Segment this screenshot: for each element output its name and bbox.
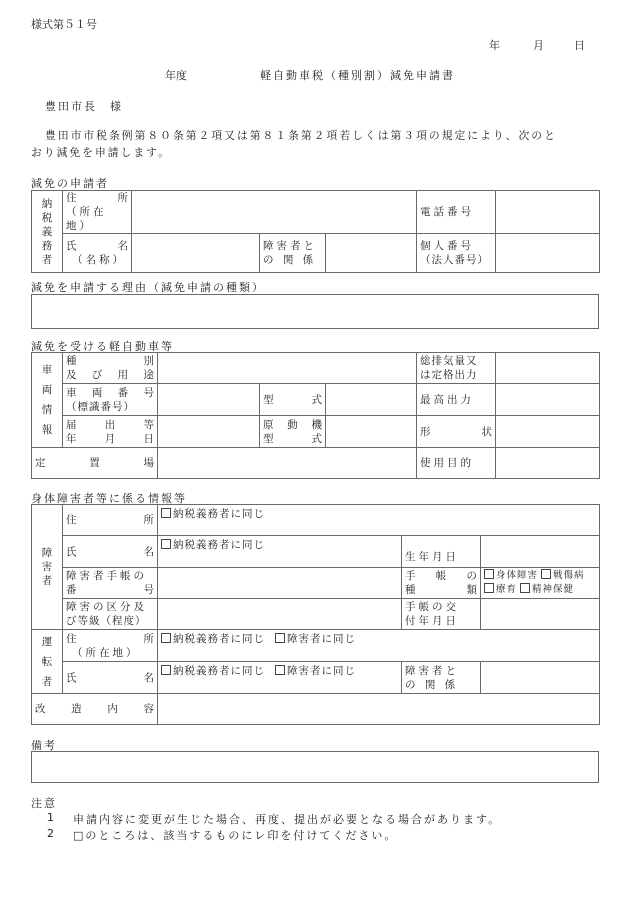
handbook-type-label: 手 帳 の 種 類: [402, 568, 481, 599]
checkbox-icon: [275, 633, 285, 643]
engine-model-field[interactable]: [326, 416, 417, 448]
vehicle-type-label: 種 別 及 び 用 途: [63, 353, 158, 384]
note-text-2: □のところは、該当するものにレ印を付けてください。: [73, 829, 398, 842]
option-mental-health[interactable]: 精神保健: [520, 584, 574, 595]
document-title: 軽自動車税（種別割）減免申請書: [260, 69, 455, 82]
driver-name-same-as-taxpayer-checkbox[interactable]: 納税義務者に同じ: [161, 665, 265, 677]
fiscal-year-label: 年度: [165, 69, 187, 82]
remarks-section-title: 備考: [31, 739, 57, 752]
date-month-label: 月: [533, 39, 544, 52]
max-output-field[interactable]: [496, 384, 600, 416]
checkbox-icon: [161, 508, 171, 518]
driver-address-same-as-taxpayer-checkbox[interactable]: 納税義務者に同じ: [161, 633, 265, 645]
handbook-issue-date-field[interactable]: [481, 599, 600, 630]
checkbox-icon: [484, 583, 494, 593]
disabled-address-label: 住 所: [63, 505, 158, 536]
name-label: 氏 名 （名称）: [63, 234, 132, 273]
purpose-label: 使用目的: [417, 448, 496, 479]
note-number-1: 1: [47, 811, 54, 824]
option-physical-disability[interactable]: 身体障害: [484, 570, 538, 581]
modification-label: 改 造 内 容: [32, 694, 158, 725]
name-field[interactable]: [132, 234, 260, 273]
checkbox-icon: [520, 583, 530, 593]
disability-grade-label: 障害の区分及 び等級（程度）: [63, 599, 158, 630]
intro-text-line2: おり減免を申請します。: [31, 146, 171, 159]
disabled-address-field[interactable]: [158, 505, 600, 536]
handbook-type-options: [481, 568, 600, 599]
disabled-person-side-label: 障 害 者: [32, 505, 63, 630]
phone-label: 電話番号: [417, 191, 496, 234]
reason-field[interactable]: [31, 294, 599, 329]
vehicle-table: [31, 352, 600, 479]
birth-date-field[interactable]: [481, 536, 600, 568]
plate-number-field[interactable]: [158, 384, 260, 416]
driver-name-field[interactable]: [158, 662, 402, 694]
applicant-table: [31, 190, 600, 273]
driver-address-label: 住 所 （所在地）: [63, 630, 158, 662]
reason-section-title: 減免を申請する理由（減免申請の種類）: [31, 281, 265, 294]
registration-date-label: 届 出 等 年 月 日: [63, 416, 158, 448]
storage-location-field[interactable]: [158, 448, 417, 479]
driver-name-same-as-disabled-checkbox[interactable]: 障害者に同じ: [275, 665, 356, 677]
driver-relation-label: 障害者と の 関 係: [402, 662, 481, 694]
driver-address-field[interactable]: [158, 630, 600, 662]
displacement-label: 総排気量又 は定格出力: [417, 353, 496, 384]
storage-location-label: 定 置 場: [32, 448, 158, 479]
checkbox-icon: [484, 569, 494, 579]
form-number: 様式第５１号: [31, 18, 97, 31]
disabled-name-label: 氏 名: [63, 536, 158, 568]
vehicle-type-field[interactable]: [158, 353, 417, 384]
applicant-section-title: 減免の申請者: [31, 177, 109, 190]
disability-table: [31, 504, 600, 725]
addressee: 豊田市長 様: [45, 100, 123, 113]
handbook-number-label: 障害者手帳の 番 号: [63, 568, 158, 599]
option-rehabilitation[interactable]: 療育: [484, 584, 517, 595]
handbook-number-field[interactable]: [158, 568, 402, 599]
option-war-injury[interactable]: 戦傷病: [541, 570, 585, 581]
relation-label: 障害者と の 関 係: [260, 234, 326, 273]
intro-text-line1: 豊田市市税条例第８０条第２項又は第８１条第２項若しくは第３項の規定により、次のと: [45, 129, 557, 142]
registration-date-field[interactable]: [158, 416, 260, 448]
shape-field[interactable]: [496, 416, 600, 448]
remarks-field[interactable]: [31, 751, 599, 783]
driver-name-label: 氏 名: [63, 662, 158, 694]
taxpayer-side-label: 納 税 義 務 者: [32, 191, 63, 273]
plate-number-label: 車 両 番 号 （標識番号）: [63, 384, 158, 416]
same-as-taxpayer-checkbox[interactable]: 納税義務者に同じ: [161, 508, 265, 520]
vehicle-section-title: 減免を受ける軽自動車等: [31, 340, 174, 353]
date-year-label: 年: [489, 39, 500, 52]
driver-address-same-as-disabled-checkbox[interactable]: 障害者に同じ: [275, 633, 356, 645]
checkbox-icon: [161, 539, 171, 549]
phone-field[interactable]: [496, 191, 600, 234]
address-label: 住 所 （所在地）: [63, 191, 132, 234]
displacement-field[interactable]: [496, 353, 600, 384]
personal-number-label: 個人番号 （法人番号）: [417, 234, 496, 273]
engine-model-label: 原 動 機 型 式: [260, 416, 326, 448]
note-number-2: 2: [47, 827, 54, 840]
notes-title: 注意: [31, 797, 57, 810]
purpose-field[interactable]: [496, 448, 600, 479]
note-text-1: 申請内容に変更が生じた場合、再度、提出が必要となる場合があります。: [73, 813, 502, 826]
birth-date-label: 生年月日: [402, 536, 481, 568]
shape-label: 形 状: [417, 416, 496, 448]
checkbox-icon: [275, 665, 285, 675]
driver-relation-field[interactable]: [481, 662, 600, 694]
same-as-taxpayer-checkbox[interactable]: 納税義務者に同じ: [161, 539, 265, 551]
model-field[interactable]: [326, 384, 417, 416]
driver-side-label: 運 転 者: [32, 630, 63, 694]
vehicle-side-label: 車 両 情 報: [32, 353, 63, 448]
date-day-label: 日: [574, 39, 585, 52]
disability-section-title: 身体障害者等に係る情報等: [31, 492, 187, 505]
checkbox-icon: [161, 665, 171, 675]
disability-grade-field[interactable]: [158, 599, 402, 630]
handbook-issue-date-label: 手帳の交 付年月日: [402, 599, 481, 630]
personal-number-field[interactable]: [496, 234, 600, 273]
model-label: 型 式: [260, 384, 326, 416]
max-output-label: 最高出力: [417, 384, 496, 416]
checkbox-icon: [541, 569, 551, 579]
checkbox-icon: [161, 633, 171, 643]
disabled-name-field[interactable]: [158, 536, 402, 568]
relation-field[interactable]: [326, 234, 417, 273]
modification-field[interactable]: [158, 694, 600, 725]
address-field[interactable]: [132, 191, 417, 234]
